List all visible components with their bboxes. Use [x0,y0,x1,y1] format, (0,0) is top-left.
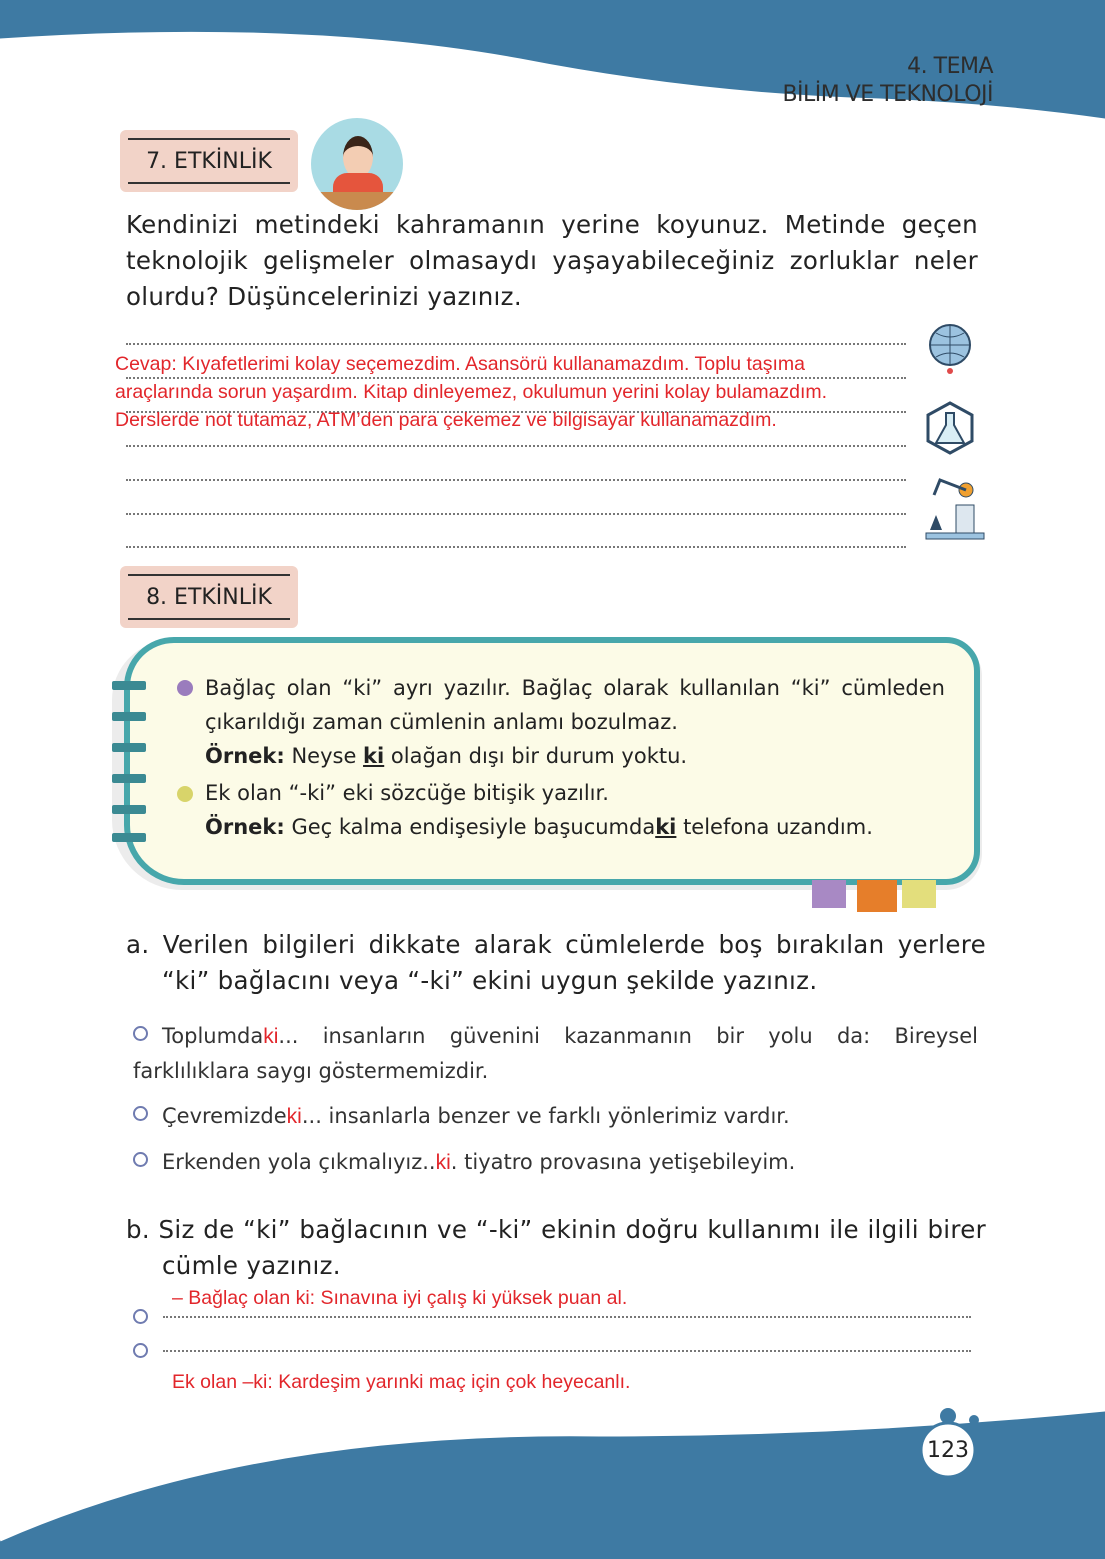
fill-item: Çevremizdeki... insanlarla benzer ve farklı yönlerimiz vardır. [133,1099,790,1134]
flask-icon [928,403,972,453]
answer-b2: Ek olan –ki: Kardeşim yarınki maç için çok heyecanlı. [172,1371,631,1393]
rule-conjunction-ki: Bağlaç olan “ki” ayrı yazılır. Bağlaç olarak kullanılan “ki” cümleden çıkarıldığı zaman cümlenin anlamı bozulmaz. [205,676,945,734]
page-number: 123 [927,1438,969,1463]
answer-line: araçlarında sorun yaşardım. Kitap dinleyemez, okulumun yerini kolay bulamazdım. [115,381,828,403]
activity7-label: 7. ETKİNLİK [120,130,298,192]
activity7-question: Kendinizi metindeki kahramanın yerine koyunuz. Metinde geçen teknolojik gelişmeler olmasaydı yaşayabileceğiniz zorluklar neler olurdu? Düşüncelerinizi yazınız. [126,210,978,311]
girl-writing-illustration [311,118,403,210]
fill-item: Toplumdaki... insanların güvenini kazanmanın bir yolu da: Bireysel farklılıklara saygı göstermemizdir. [133,1024,978,1083]
rule-suffix-ki: Ek olan “-ki” eki sözcüğe bitişik yazılır. [205,781,609,805]
question-a: a. Verilen bilgileri dikkate alarak cümlelerde boş bırakılan yerlere “ki” bağlacını veya “-ki” ekini uygun şekilde yazınız. [126,930,986,995]
answer-line: Derslerde not tutamaz, ATM’den para çekemez ve bilgisayar kullanamazdım. [115,409,777,431]
theme-title: BİLİM VE TEKNOLOJİ [782,82,993,107]
answer-b1: – Bağlaç olan ki: Sınavına iyi çalış ki yüksek puan al. [172,1287,628,1309]
yellow-bullet [177,786,193,802]
theme-number: 4. TEMA [907,54,993,79]
activity8-label: 8. ETKİNLİK [120,566,298,628]
purple-bullet [177,680,193,696]
example2: Örnek: Geç kalma endişesiyle başucumdaki telefona uzandım. [205,815,873,839]
answer-line: Cevap: Kıyafetlerimi kolay seçemezdim. Asansörü kullanamazdım. Toplu taşıma [115,353,806,375]
tab-purple [812,880,846,908]
robot-arm-icon [926,480,984,539]
example1: Örnek: Neyse ki olağan dışı bir durum yoktu. [205,744,688,768]
tab-yellow [902,880,936,908]
globe-icon [930,325,970,374]
tab-orange [857,880,897,912]
question-b: b. Siz de “ki” bağlacının ve “-ki” ekinin doğru kullanımı ile ilgili birer cümle yazınız. [126,1215,986,1280]
footer-wave [0,1390,1105,1559]
science-icons [922,315,992,545]
fill-item: Erkenden yola çıkmalıyız..ki. tiyatro provasına yetişebileyim. [133,1145,795,1180]
